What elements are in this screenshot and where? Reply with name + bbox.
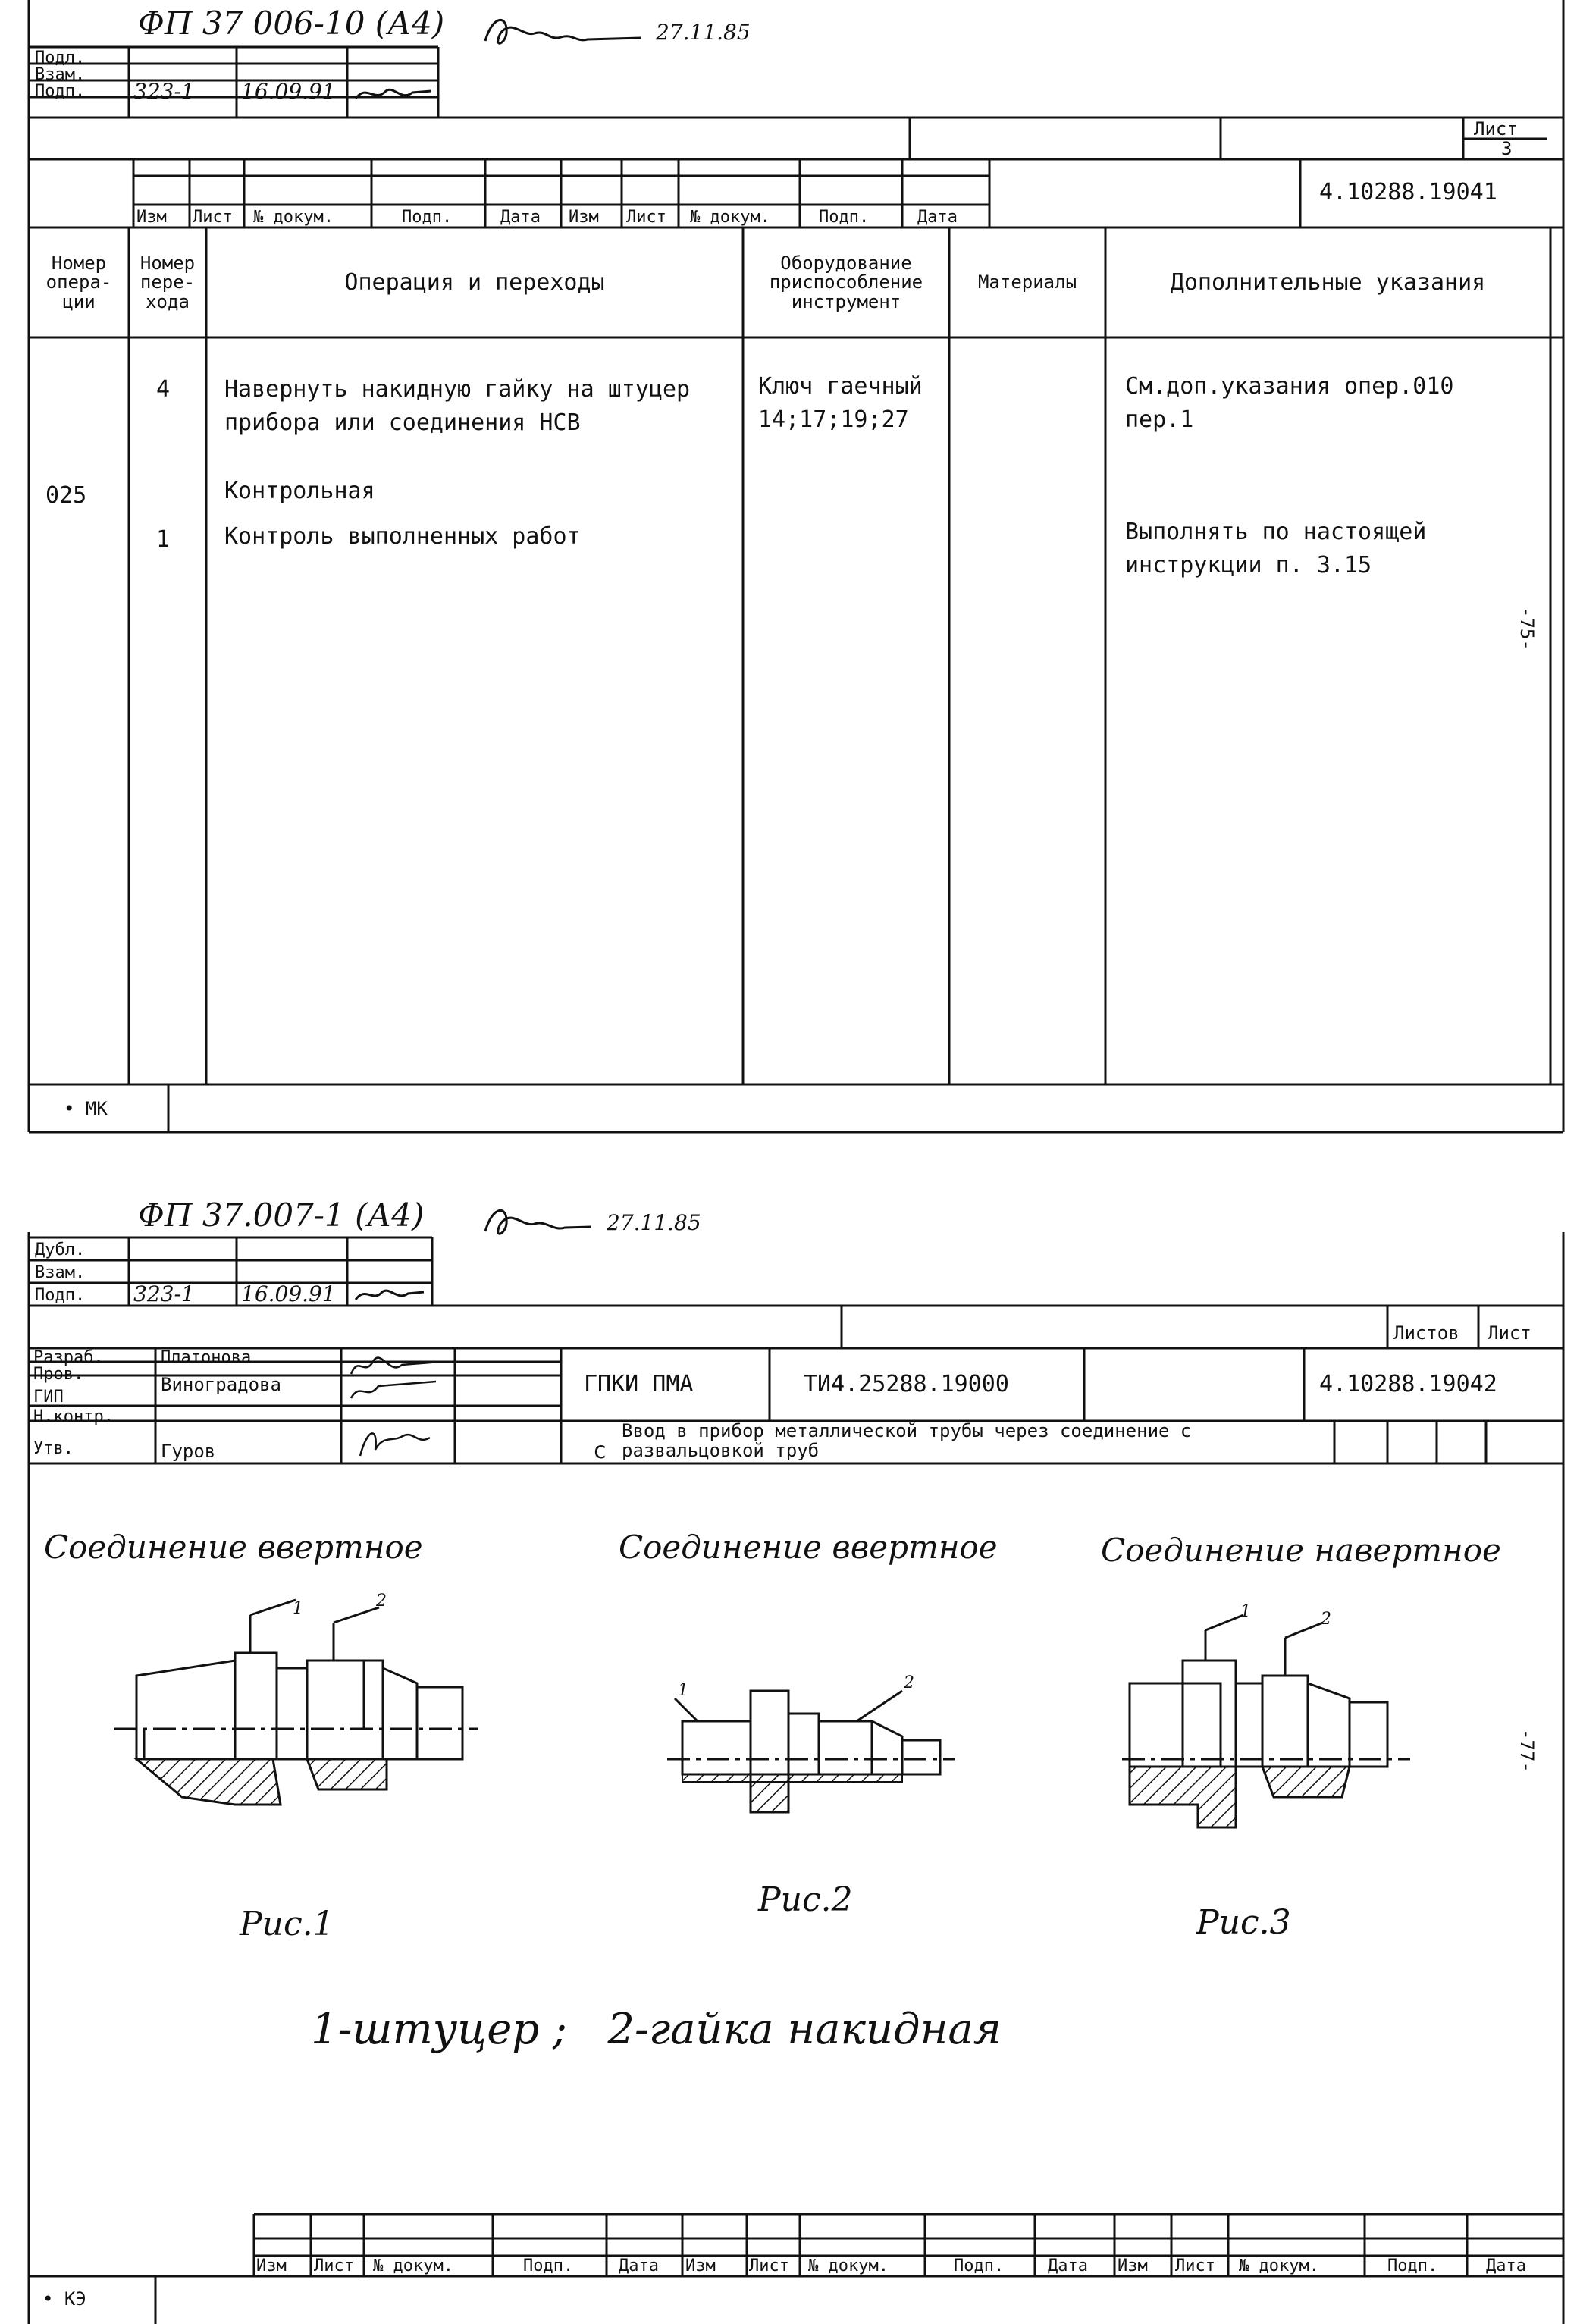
footer-code-text: МК xyxy=(85,1098,108,1119)
rev-header-5: Дата xyxy=(619,2257,659,2275)
figure-3-label: Рис.3 xyxy=(1196,1903,1291,1942)
row-2-op: 025 xyxy=(45,482,87,509)
rev-header-1: Изм xyxy=(256,2257,287,2275)
rev-header-2: Лист xyxy=(314,2257,354,2275)
signature-date: 27.11.85 xyxy=(656,20,751,45)
title-prefix: с xyxy=(593,1438,607,1464)
figure-2-callout-2: 2 xyxy=(904,1673,914,1692)
row-3-notes: Выполнять по настоящей инструкции п. 3.15 xyxy=(1125,519,1427,579)
col-header-materials: Материалы xyxy=(977,271,1077,293)
stamp-inv-no: 323-1 xyxy=(133,1281,195,1306)
stamp-signature xyxy=(352,1284,428,1304)
org-name: ГПКИ ПМА xyxy=(584,1371,694,1397)
row-1-notes: См.доп.указания опер.010 пер.1 xyxy=(1125,373,1454,433)
figure-2-callout-1: 1 xyxy=(678,1681,688,1700)
row-1-step: 4 xyxy=(156,376,171,403)
ti-code: ТИ4.25288.19000 xyxy=(804,1371,1009,1397)
doc-title: Ввод в прибор металлической трубы через соединение с развальцовкой труб xyxy=(622,1420,1192,1461)
rev-header-2: Лист xyxy=(193,208,233,227)
margin-page-number: -75- xyxy=(1516,607,1538,651)
figure-2-caption: Соединение ввертное xyxy=(619,1529,998,1566)
handwritten-signature xyxy=(478,1201,599,1244)
row-3-text: Контроль выполненных работ xyxy=(224,523,581,550)
sheet-label: Лист xyxy=(1474,118,1518,140)
rev-header-9: Подп. xyxy=(819,208,870,227)
rev-header-12: Лист xyxy=(1175,2257,1215,2275)
margin-page-number: -77- xyxy=(1516,1729,1538,1773)
figure-3-callout-1: 1 xyxy=(1240,1602,1251,1621)
rev-header-7: Лист xyxy=(749,2257,789,2275)
rev-header-8: № докум. xyxy=(808,2257,889,2275)
col-header-step-no: Номер пере-хода xyxy=(140,252,196,312)
rev-header-13: № докум. xyxy=(1239,2257,1319,2275)
rev-header-3: № докум. xyxy=(253,208,334,227)
footer-code: • МК xyxy=(64,1098,108,1119)
doc-number: 4.10288.19042 xyxy=(1319,1371,1497,1397)
name-2: Виноградова xyxy=(161,1374,281,1395)
doc-number: 4.10288.19041 xyxy=(1319,179,1497,205)
figure-1-drawing xyxy=(114,1592,493,1843)
row-1-equipment: Ключ гаечный 14;17;19;27 xyxy=(758,373,923,433)
col-header-op-no: Номер опера-ции xyxy=(45,252,112,312)
stamp-row-1: Дубл. xyxy=(35,1240,86,1259)
form-code: ФП 37 006-10 (А4) xyxy=(138,5,445,42)
rev-header-6: Изм xyxy=(569,208,599,227)
rev-header-1: Изм xyxy=(136,208,167,227)
rev-header-4: Подп. xyxy=(523,2257,574,2275)
stamp-row-2: Взам. xyxy=(35,1263,86,1282)
role-1: Разраб. xyxy=(33,1348,104,1367)
col-header-operations: Операция и переходы xyxy=(344,269,605,296)
stamp-date: 16.09.91 xyxy=(241,1281,336,1306)
role-5: Утв. xyxy=(33,1439,74,1458)
form-code: ФП 37.007-1 (А4) xyxy=(138,1196,425,1234)
rev-header-11: Изм xyxy=(1118,2257,1148,2275)
col-header-notes: Дополнительные указания xyxy=(1170,269,1486,296)
rev-header-3: № докум. xyxy=(373,2257,453,2275)
name-1: Платонова xyxy=(161,1348,252,1367)
stamp-row-2: Взам. xyxy=(35,65,86,84)
rev-header-9: Подп. xyxy=(954,2257,1005,2275)
rev-header-5: Дата xyxy=(500,208,541,227)
rev-header-6: Изм xyxy=(685,2257,716,2275)
row-2-text: Контрольная xyxy=(224,478,375,504)
sheets-label: Листов xyxy=(1393,1322,1459,1344)
sheet-number: 3 xyxy=(1501,138,1513,159)
figure-2-label: Рис.2 xyxy=(758,1880,853,1919)
footer-code: • КЭ xyxy=(42,2288,86,2310)
role-4: Н.контр. xyxy=(33,1407,114,1426)
figure-3-caption: Соединение навертное xyxy=(1101,1532,1501,1569)
stamp-date: 16.09.91 xyxy=(241,79,336,104)
role-2: Пров. xyxy=(33,1365,84,1384)
legend: 1-штуцер ; 2-гайка накидная xyxy=(311,2005,1002,2054)
stamp-row-1: Подл. xyxy=(35,49,86,67)
rev-header-14: Подп. xyxy=(1387,2257,1438,2275)
stamp-inv-no: 323-1 xyxy=(133,79,195,104)
stamp-row-3: Подп. xyxy=(35,82,86,101)
rev-header-15: Дата xyxy=(1486,2257,1526,2275)
signature-date: 27.11.85 xyxy=(607,1210,701,1235)
stamp-row-3: Подп. xyxy=(35,1286,86,1305)
figure-1-label: Рис.1 xyxy=(240,1905,334,1943)
figure-3-drawing xyxy=(1122,1602,1440,1843)
rev-header-4: Подп. xyxy=(402,208,453,227)
rev-header-8: № докум. xyxy=(690,208,770,227)
figure-1-caption: Соединение ввертное xyxy=(44,1529,423,1566)
sheet-label: Лист xyxy=(1488,1322,1531,1344)
role-3: ГИП xyxy=(33,1388,64,1407)
footer-code-text: КЭ xyxy=(64,2288,86,2310)
rev-header-10: Дата xyxy=(917,208,958,227)
rev-header-10: Дата xyxy=(1048,2257,1088,2275)
rev-header-7: Лист xyxy=(626,208,666,227)
col-header-equipment: Оборудование приспособление инструмент xyxy=(769,252,923,312)
role-signatures xyxy=(345,1351,451,1461)
row-1-text: Навернуть накидную гайку на штуцер прибора или соединения НСВ xyxy=(224,376,691,436)
name-5: Гуров xyxy=(161,1441,216,1462)
figure-2-drawing xyxy=(667,1630,970,1820)
row-3-step: 1 xyxy=(156,526,171,553)
figure-1-callout-1: 1 xyxy=(293,1599,303,1618)
figure-1-callout-2: 2 xyxy=(376,1592,387,1610)
figure-3-callout-2: 2 xyxy=(1321,1610,1331,1629)
